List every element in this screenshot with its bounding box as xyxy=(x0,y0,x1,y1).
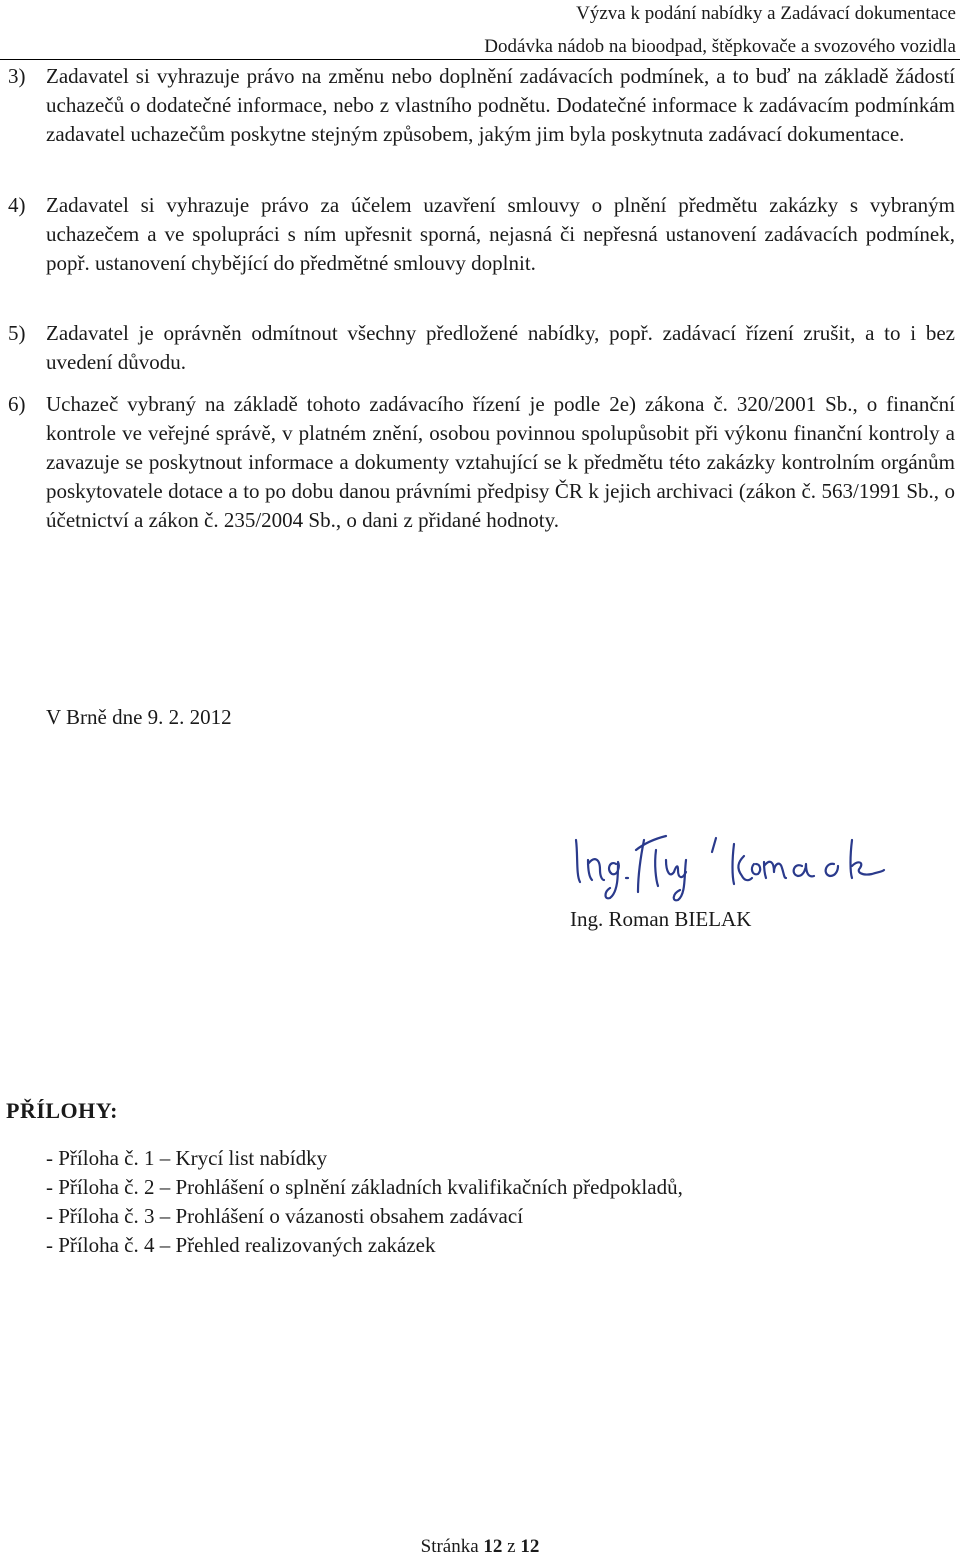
signer-name: Ing. Roman BIELAK xyxy=(570,907,752,931)
header-document-title: Výzva k podání nabídky a Zadávací dokumentace xyxy=(576,3,956,24)
page-number: 12 xyxy=(483,1536,503,1557)
attachment-item: - Příloha č. 4 – Přehled realizovaných zakázek xyxy=(46,1233,436,1257)
paragraph-3 xyxy=(8,62,955,149)
attachments-list xyxy=(46,1144,683,1260)
place-and-date: V Brně dne 9. 2. 2012 xyxy=(46,705,232,729)
header-project-title: Dodávka nádob na bioodpad, štěpkovače a svozového vozidla xyxy=(484,36,956,57)
attachments-heading: PŘÍLOHY: xyxy=(6,1098,118,1123)
page-separator: z xyxy=(507,1536,516,1557)
paragraph-number: 4) xyxy=(8,193,26,217)
paragraph-5 xyxy=(8,319,955,377)
paragraph-number: 5) xyxy=(8,321,26,345)
paragraph-6 xyxy=(8,390,955,535)
header-divider xyxy=(0,59,960,60)
attachment-item: - Příloha č. 2 – Prohlášení o splnění základních kvalifikačních předpokladů, xyxy=(46,1175,683,1199)
paragraph-text: Zadavatel je oprávněn odmítnout všechny předložené nabídky, popř. zadávací řízení zrušit, a to i bez uvedení důvodu. xyxy=(46,321,955,374)
attachment-item: - Příloha č. 1 – Krycí list nabídky xyxy=(46,1146,328,1170)
handwritten-signature xyxy=(566,820,896,910)
page-label: Stránka xyxy=(420,1536,479,1557)
paragraph-text: Zadavatel si vyhrazuje právo za účelem uzavření smlouvy o plnění předmětu zakázky s vybraným uchazečem a ve spolupráci s ním upřesnit sporná, nejasná či nepřesná ustanovení zadávacích podmínek, popř. ustanovení chybějící do předmětné smlouvy doplnit. xyxy=(46,193,955,275)
paragraph-number: 3) xyxy=(8,64,26,88)
paragraph-text: Uchazeč vybraný na základě tohoto zadávacího řízení je podle 2e) zákona č. 320/2001 Sb., o finanční kontrole ve veřejné správě, v platném znění, osobou povinnou spolupůsobit při výkonu finanční kontroly a zavazuje se poskytnout informace a dokumenty vztahující se k předmětu této zakázky kontrolním orgánům poskytovatele dotace a to po dobu danou právními předpisy ČR k jejich archivaci (zákon č. 563/1991 Sb., o účetnictví a zákon č. 235/2004 Sb., o dani z přidané hodnoty. xyxy=(46,392,955,532)
paragraph-4 xyxy=(8,191,955,278)
page-total: 12 xyxy=(520,1536,540,1557)
attachment-item: - Příloha č. 3 – Prohlášení o vázanosti obsahem zadávací xyxy=(46,1204,524,1228)
page-footer xyxy=(0,1536,960,1558)
paragraph-number: 6) xyxy=(8,392,26,416)
paragraph-text: Zadavatel si vyhrazuje právo na změnu nebo doplnění zadávacích podmínek, a to buď na základě žádostí uchazečů o dodatečné informace, nebo z vlastního podnětu. Dodatečné informace k zadávacím podmínkám zadavatel uchazečům poskytne stejným způsobem, jakým jim byla poskytnuta zadávací dokumentace. xyxy=(46,64,955,146)
